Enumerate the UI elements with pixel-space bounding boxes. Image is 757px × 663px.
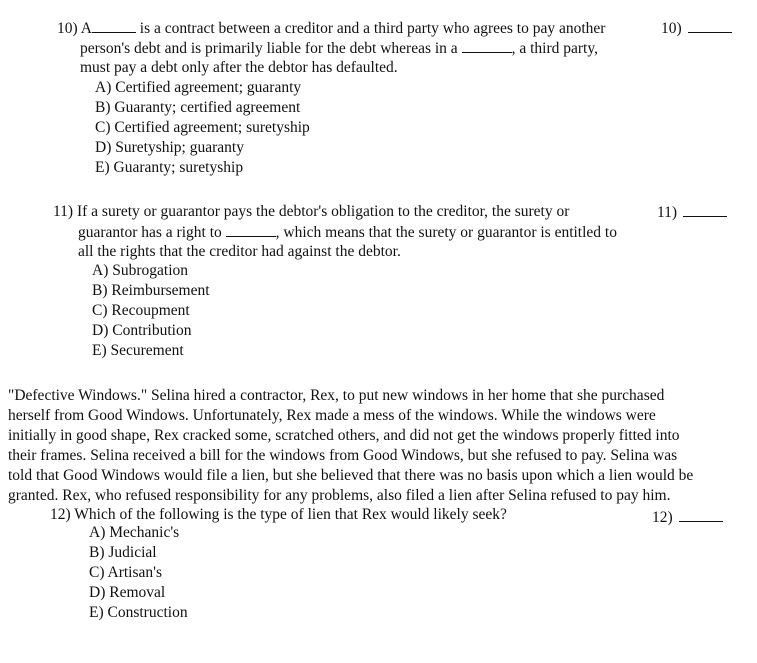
q10-option-a[interactable]: A) Certified agreement; guaranty <box>95 79 302 96</box>
scenario-line-3: initially in good shape, Rex cracked some, scratched others, and did not get the windows properly fitted into <box>8 427 680 444</box>
q11-line-2 <box>78 222 617 243</box>
q11-answer-blank[interactable] <box>683 202 727 217</box>
q12-number: 12) <box>50 506 71 523</box>
q12-text: Which of the following is the type of lien that Rex would likely seek? <box>74 506 507 523</box>
q12-option-b[interactable]: B) Judicial <box>89 544 157 561</box>
scenario-line-2: herself from Good Windows. Unfortunately, Rex made a mess of the windows. While the windows were <box>8 407 656 424</box>
q10-line-3: must pay a debt only after the debtor has defaulted. <box>80 59 398 76</box>
q11-answer <box>657 202 727 223</box>
q10-line2-b: , a third party, <box>511 40 598 57</box>
q12-option-c[interactable]: C) Artisan's <box>89 564 162 581</box>
q12-option-e[interactable]: E) Construction <box>89 604 188 621</box>
scenario-line-1: "Defective Windows." Selina hired a contractor, Rex, to put new windows in her home that she purchased <box>8 387 665 404</box>
q10-line2-a: person's debt and is primarily liable for the debt whereas in a <box>80 40 458 57</box>
q11-option-c[interactable]: C) Recoupment <box>92 302 190 319</box>
q10-option-c[interactable]: C) Certified agreement; suretyship <box>95 119 310 136</box>
q10-text-b: is a contract between a creditor and a third party who agrees to pay another <box>139 20 606 37</box>
q11-blank <box>226 222 276 237</box>
q11-line2-b: , which means that the surety or guarantor is entitled to <box>275 224 617 241</box>
q12-option-a[interactable]: A) Mechanic's <box>89 524 180 541</box>
q10-number: 10) <box>57 20 78 37</box>
q11-option-b[interactable]: B) Reimbursement <box>92 282 210 299</box>
scenario-line-4: their frames. Selina received a bill for the windows from Good Windows, but she refused to pay. Selina was <box>8 447 678 464</box>
q10-option-b[interactable]: B) Guaranty; certified agreement <box>95 99 301 116</box>
q10-answer <box>661 18 732 39</box>
q12-option-d[interactable]: D) Removal <box>89 584 166 601</box>
scenario-line-5: told that Good Windows would file a lien, but she believed that there was no basis upon which a lien would be <box>8 467 694 484</box>
q10-line-2 <box>80 38 598 59</box>
q10-blank-2 <box>462 38 512 53</box>
q11-answer-label: 11) <box>657 204 678 221</box>
q12-answer-label: 12) <box>652 509 673 526</box>
q11-line2-a: guarantor has a right to <box>78 224 222 241</box>
q12-answer <box>652 507 723 528</box>
q11-number: 11) <box>53 203 74 220</box>
q11-text: If a surety or guarantor pays the debtor's obligation to the creditor, the surety or <box>76 203 570 220</box>
q11-line-1 <box>53 202 569 222</box>
q12-answer-blank[interactable] <box>679 507 723 522</box>
q11-option-d[interactable]: D) Contribution <box>92 322 192 339</box>
q10-line-1 <box>57 18 605 39</box>
scenario-line-6: granted. Rex, who refused responsibility for any problems, also filed a lien after Selina refused to pay him. <box>8 487 671 504</box>
q11-option-a[interactable]: A) Subrogation <box>92 262 189 279</box>
q10-answer-label: 10) <box>661 20 682 37</box>
q11-line-3: all the rights that the creditor had against the debtor. <box>78 243 401 260</box>
q10-text-a: A <box>80 20 92 37</box>
q12-line-1 <box>50 505 507 525</box>
q10-option-e[interactable]: E) Guaranty; suretyship <box>95 159 244 176</box>
q11-option-e[interactable]: E) Securement <box>92 342 184 359</box>
q10-option-d[interactable]: D) Suretyship; guaranty <box>95 139 244 156</box>
q10-answer-blank[interactable] <box>688 18 732 33</box>
q10-blank-1 <box>92 18 136 33</box>
